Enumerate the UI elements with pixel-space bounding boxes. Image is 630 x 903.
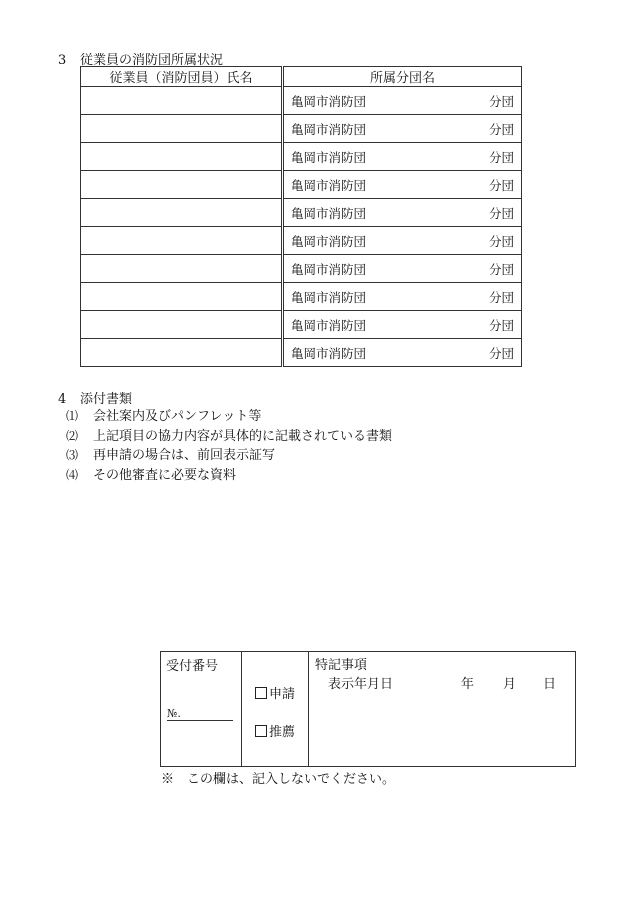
branch-suffix: 分団	[488, 317, 514, 333]
branch-suffix: 分団	[488, 345, 514, 361]
branch-org: 亀岡市消防団	[291, 149, 367, 165]
member-name-cell[interactable]	[81, 311, 283, 339]
month-label: 月	[503, 677, 517, 692]
member-name-cell[interactable]	[81, 115, 283, 143]
day-label: 日	[543, 677, 557, 692]
table-row	[81, 227, 522, 255]
remarks-cell	[309, 652, 575, 766]
branch-org: 亀岡市消防団	[291, 177, 367, 193]
member-name-cell[interactable]	[81, 227, 283, 255]
receipt-number-field[interactable]	[167, 706, 233, 721]
branch-cell[interactable]	[283, 227, 522, 255]
branch-cell[interactable]	[283, 311, 522, 339]
section-4-text: 添付書類	[80, 392, 133, 407]
list-item: ⑶ 再申請の場合は、前回表示証写	[66, 448, 276, 463]
table-row	[81, 283, 522, 311]
branch-suffix: 分団	[488, 205, 514, 221]
member-name-cell[interactable]	[81, 171, 283, 199]
table-row	[81, 171, 522, 199]
member-name-cell[interactable]	[81, 283, 283, 311]
branch-cell[interactable]	[283, 87, 522, 115]
table-row	[81, 115, 522, 143]
branch-cell[interactable]	[283, 255, 522, 283]
footnote: ※ この欄は、記入しないでください。	[161, 772, 396, 787]
branch-cell[interactable]	[283, 143, 522, 171]
table-row	[81, 339, 522, 367]
receipt-number-cell	[161, 652, 242, 766]
section-3-number: 3	[58, 53, 67, 68]
remarks-label: 特記事項	[315, 658, 368, 673]
display-date-label: 表示年月日	[328, 677, 394, 692]
branch-suffix: 分団	[488, 149, 514, 165]
branch-cell[interactable]	[283, 339, 522, 367]
receipt-number-label: 受付番号	[166, 659, 219, 674]
branch-org: 亀岡市消防団	[291, 233, 367, 249]
branch-cell[interactable]	[283, 171, 522, 199]
branch-cell[interactable]	[283, 283, 522, 311]
table-row	[81, 311, 522, 339]
year-label: 年	[461, 677, 475, 692]
branch-org: 亀岡市消防団	[291, 345, 367, 361]
branch-org: 亀岡市消防団	[291, 261, 367, 277]
apply-option[interactable]	[255, 683, 295, 702]
branch-suffix: 分団	[488, 177, 514, 193]
section-4-title	[58, 388, 132, 407]
recommend-option[interactable]	[255, 721, 295, 740]
member-name-cell[interactable]	[81, 87, 283, 115]
branch-suffix: 分団	[488, 121, 514, 137]
table-row	[81, 199, 522, 227]
header-member-name: 従業員（消防団員）氏名	[81, 67, 283, 87]
section-3-text: 従業員の消防団所属状況	[80, 53, 224, 68]
member-name-cell[interactable]	[81, 339, 283, 367]
branch-cell[interactable]	[283, 199, 522, 227]
recommend-checkbox[interactable]	[255, 725, 267, 737]
member-name-cell[interactable]	[81, 255, 283, 283]
branch-suffix: 分団	[488, 93, 514, 109]
apply-label: 申請	[269, 687, 296, 702]
table-row	[81, 87, 522, 115]
section-4-number: 4	[58, 392, 67, 407]
member-table	[80, 66, 522, 367]
branch-org: 亀岡市消防団	[291, 93, 367, 109]
office-use-box	[160, 651, 576, 767]
member-table-header	[81, 67, 522, 87]
branch-suffix: 分団	[488, 233, 514, 249]
table-row	[81, 255, 522, 283]
branch-cell[interactable]	[283, 115, 522, 143]
no-label: №.	[167, 707, 181, 720]
apply-checkbox[interactable]	[255, 687, 267, 699]
branch-org: 亀岡市消防団	[291, 121, 367, 137]
list-item: ⑵ 上記項目の協力内容が具体的に記載されている書類	[66, 428, 393, 444]
list-item: ⑴ 会社案内及びパンフレット等	[66, 409, 262, 424]
attachment-list	[66, 407, 392, 485]
recommend-label: 推薦	[269, 725, 296, 740]
branch-org: 亀岡市消防団	[291, 205, 367, 221]
member-name-cell[interactable]	[81, 143, 283, 171]
branch-org: 亀岡市消防団	[291, 317, 367, 333]
branch-suffix: 分団	[488, 289, 514, 305]
member-name-cell[interactable]	[81, 199, 283, 227]
branch-org: 亀岡市消防団	[291, 289, 367, 305]
list-item: ⑷ その他審査に必要な資料	[66, 467, 237, 483]
branch-suffix: 分団	[488, 261, 514, 277]
application-type-cell	[242, 652, 309, 766]
table-row	[81, 143, 522, 171]
header-branch-name: 所属分団名	[283, 67, 522, 87]
